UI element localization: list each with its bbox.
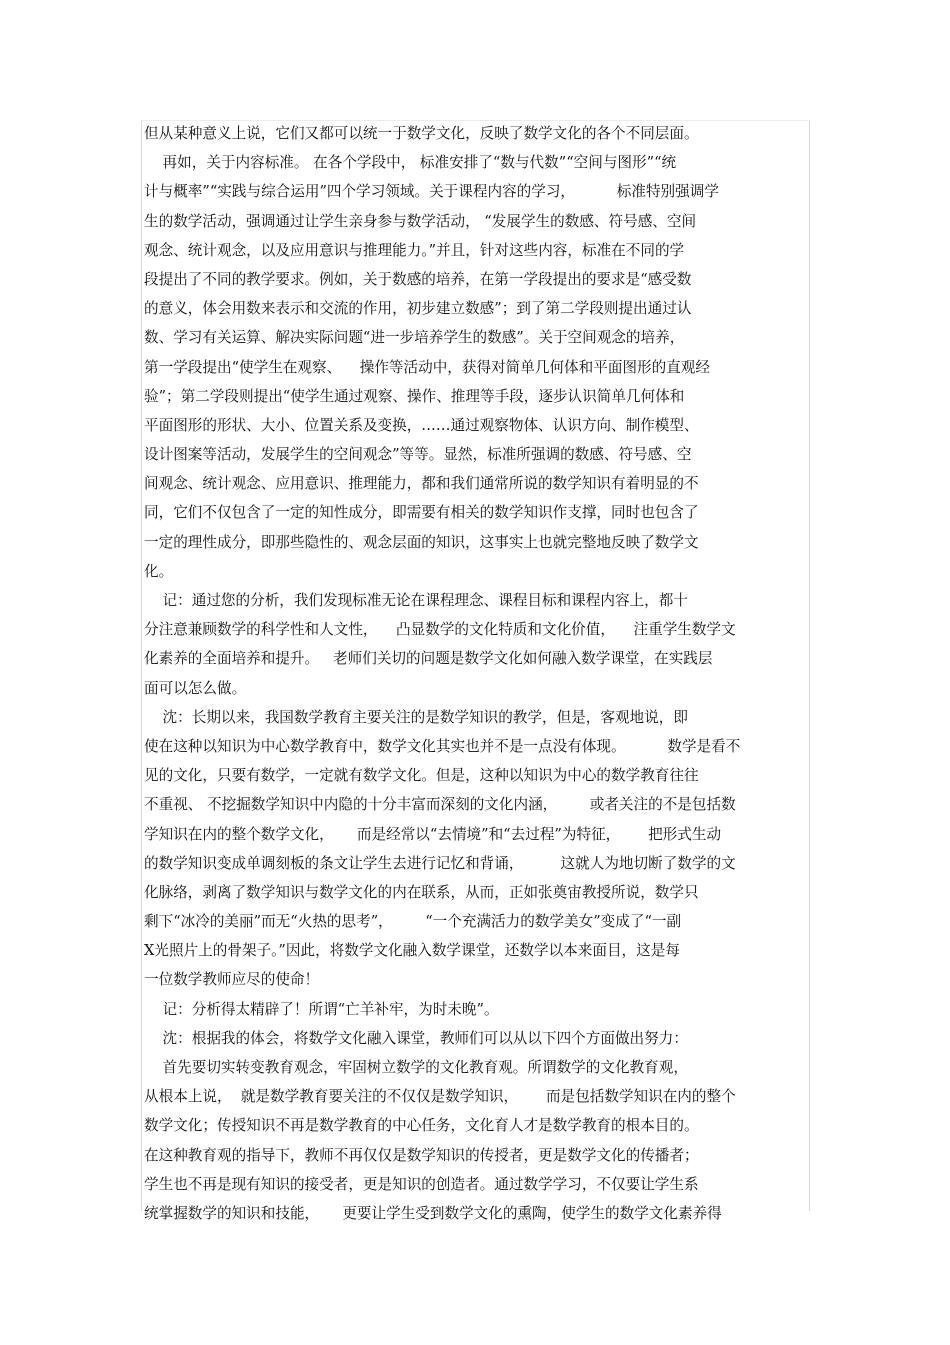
- text-line: 使在这种以知识为中心数学教育中，数学文化其实也并不是一点没有体现。 数学是看不: [144, 737, 741, 755]
- text-line: 在这种教育观的指导下，教师不再仅仅是数学知识的传授者，更是数学文化的传播者；: [144, 1146, 699, 1164]
- text-line: 面可以怎么做。: [144, 679, 247, 697]
- text-line: 第一学段提出“使学生在观察、 操作等活动中，获得对简单几何体和平面图形的直观经: [144, 358, 710, 376]
- text-line: 同，它们不仅包含了一定的知性成分，即需要有相关的数学知识作支撑，同时也包含了: [144, 504, 699, 522]
- text-line: 一定的理性成分，即那些隐性的、观念层面的知识，这事实上也就完整地反映了数学文: [144, 533, 699, 551]
- text-line: 数、学习有关运算、解决实际问题“进一步培养学生的数感”。关于空间观念的培养，: [144, 329, 685, 347]
- text-line: 剩下“冰冷的美丽”而无“火热的思考”， “一个充满活力的数学美女”变成了“一副: [144, 913, 682, 931]
- text-line: 见的文化，只要有数学，一定就有数学文化。但是，这种以知识为中心的数学教育往往: [144, 767, 699, 785]
- text-line: 学知识在内的整个数学文化， 而是经常以“去情境”和“去过程”为特征， 把形式生动: [144, 825, 722, 843]
- text-line: 不重视、 不挖掘数学知识中内隐的十分丰富而深刻的文化内涵， 或者关注的不是包括数: [144, 796, 736, 814]
- text-line: X光照片上的骨架子。”因此，将数学文化融入数学课堂，还数学以本来面目，这是每: [144, 942, 680, 960]
- text-line: 间观念、统计观念、应用意识、推理能力，都和我们通常所说的数学知识有着明显的不: [144, 475, 699, 493]
- text-line: 统掌握数学的知识和技能， 更要让学生受到数学文化的熏陶，使学生的数学文化素养得: [144, 1204, 722, 1222]
- text-line: 设计图案等活动，发展学生的空间观念”等等。显然，标准所强调的数感、符号感、空: [144, 446, 692, 464]
- text-line: 的意义，体会用数来表示和交流的作用，初步建立数感”；到了第二学段则提出通过认: [144, 300, 692, 318]
- text-line: 学生也不再是现有知识的接受者，更是知识的创造者。通过数学学习，不仅要让学生系: [144, 1175, 699, 1193]
- text-line: 但从某种意义上说，它们又都可以统一于数学文化，反映了数学文化的各个不同层面。: [144, 125, 699, 142]
- text-line: 验”；第二学段则提出“使学生通过观察、操作、推理等手段，逐步认识简单几何体和: [144, 387, 685, 405]
- text-line: 首先要切实转变教育观念，牢固树立数学的文化教育观。所谓数学的文化教育观，: [144, 1059, 688, 1076]
- text-line: 分注意兼顾数学的科学性和人文性， 凸显数学的文化特质和文化价值， 注重学生数学文: [144, 621, 736, 639]
- text-line: 沈：根据我的体会，将数学文化融入课堂，教师们可以从以下四个方面做出努力：: [144, 1029, 688, 1047]
- text-line: 化素养的全面培养和提升。 老师们关切的问题是数学文化如何融入数学课堂，在实践层: [144, 650, 713, 668]
- text-line: 记：分析得太精辟了！所谓“亡羊补牢，为时未晚”。: [144, 1000, 499, 1018]
- text-line: 化。: [144, 562, 174, 580]
- text-line: 观念、统计观念，以及应用意识与推理能力。”并且，针对这些内容，标准在不同的学: [144, 241, 685, 259]
- text-line: 记：通过您的分析，我们发现标准无论在课程理念、课程目标和课程内容上，都十: [144, 592, 688, 609]
- text-line: 数学文化；传授知识不再是数学教育的中心任务，文化育人才是数学教育的根本目的。: [144, 1117, 699, 1135]
- text-line: 的数学知识变成单调刻板的条文让学生去进行记忆和背诵， 这就人为地切断了数学的文: [144, 854, 736, 872]
- text-line: 段提出了不同的教学要求。例如，关于数感的培养，在第一学段提出的要求是“感受数: [144, 270, 692, 288]
- text-line: 化脉络，剥离了数学知识与数学文化的内在联系，从而，正如张奠宙教授所说，数学只: [144, 883, 699, 901]
- text-line: 一位数学教师应尽的使命！: [144, 971, 320, 989]
- text-line: 平面图形的形状、大小、位置关系及变换，……通过观察物体、认识方向、制作模型、: [144, 416, 699, 434]
- document-body: [144, 119, 804, 1228]
- text-line: 计与概率”“实践与综合运用”四个学习领域。关于课程内容的学习， 标准特别强调学: [144, 183, 719, 201]
- text-line: 从根本上说， 就是数学教育要关注的不仅仅是数学知识， 而是包括数学知识在内的整个: [144, 1088, 736, 1106]
- text-line: 沈：长期以来，我国数学教育主要关注的是数学知识的教学，但是，客观地说，即: [144, 708, 688, 726]
- text-line: 再如，关于内容标准。 在各个学段中， 标准安排了“数与代数”“空间与图形”“统: [144, 154, 677, 172]
- text-line: 生的数学活动，强调通过让学生亲身参与数学活动， “发展学生的数感、符号感、空间: [144, 212, 697, 230]
